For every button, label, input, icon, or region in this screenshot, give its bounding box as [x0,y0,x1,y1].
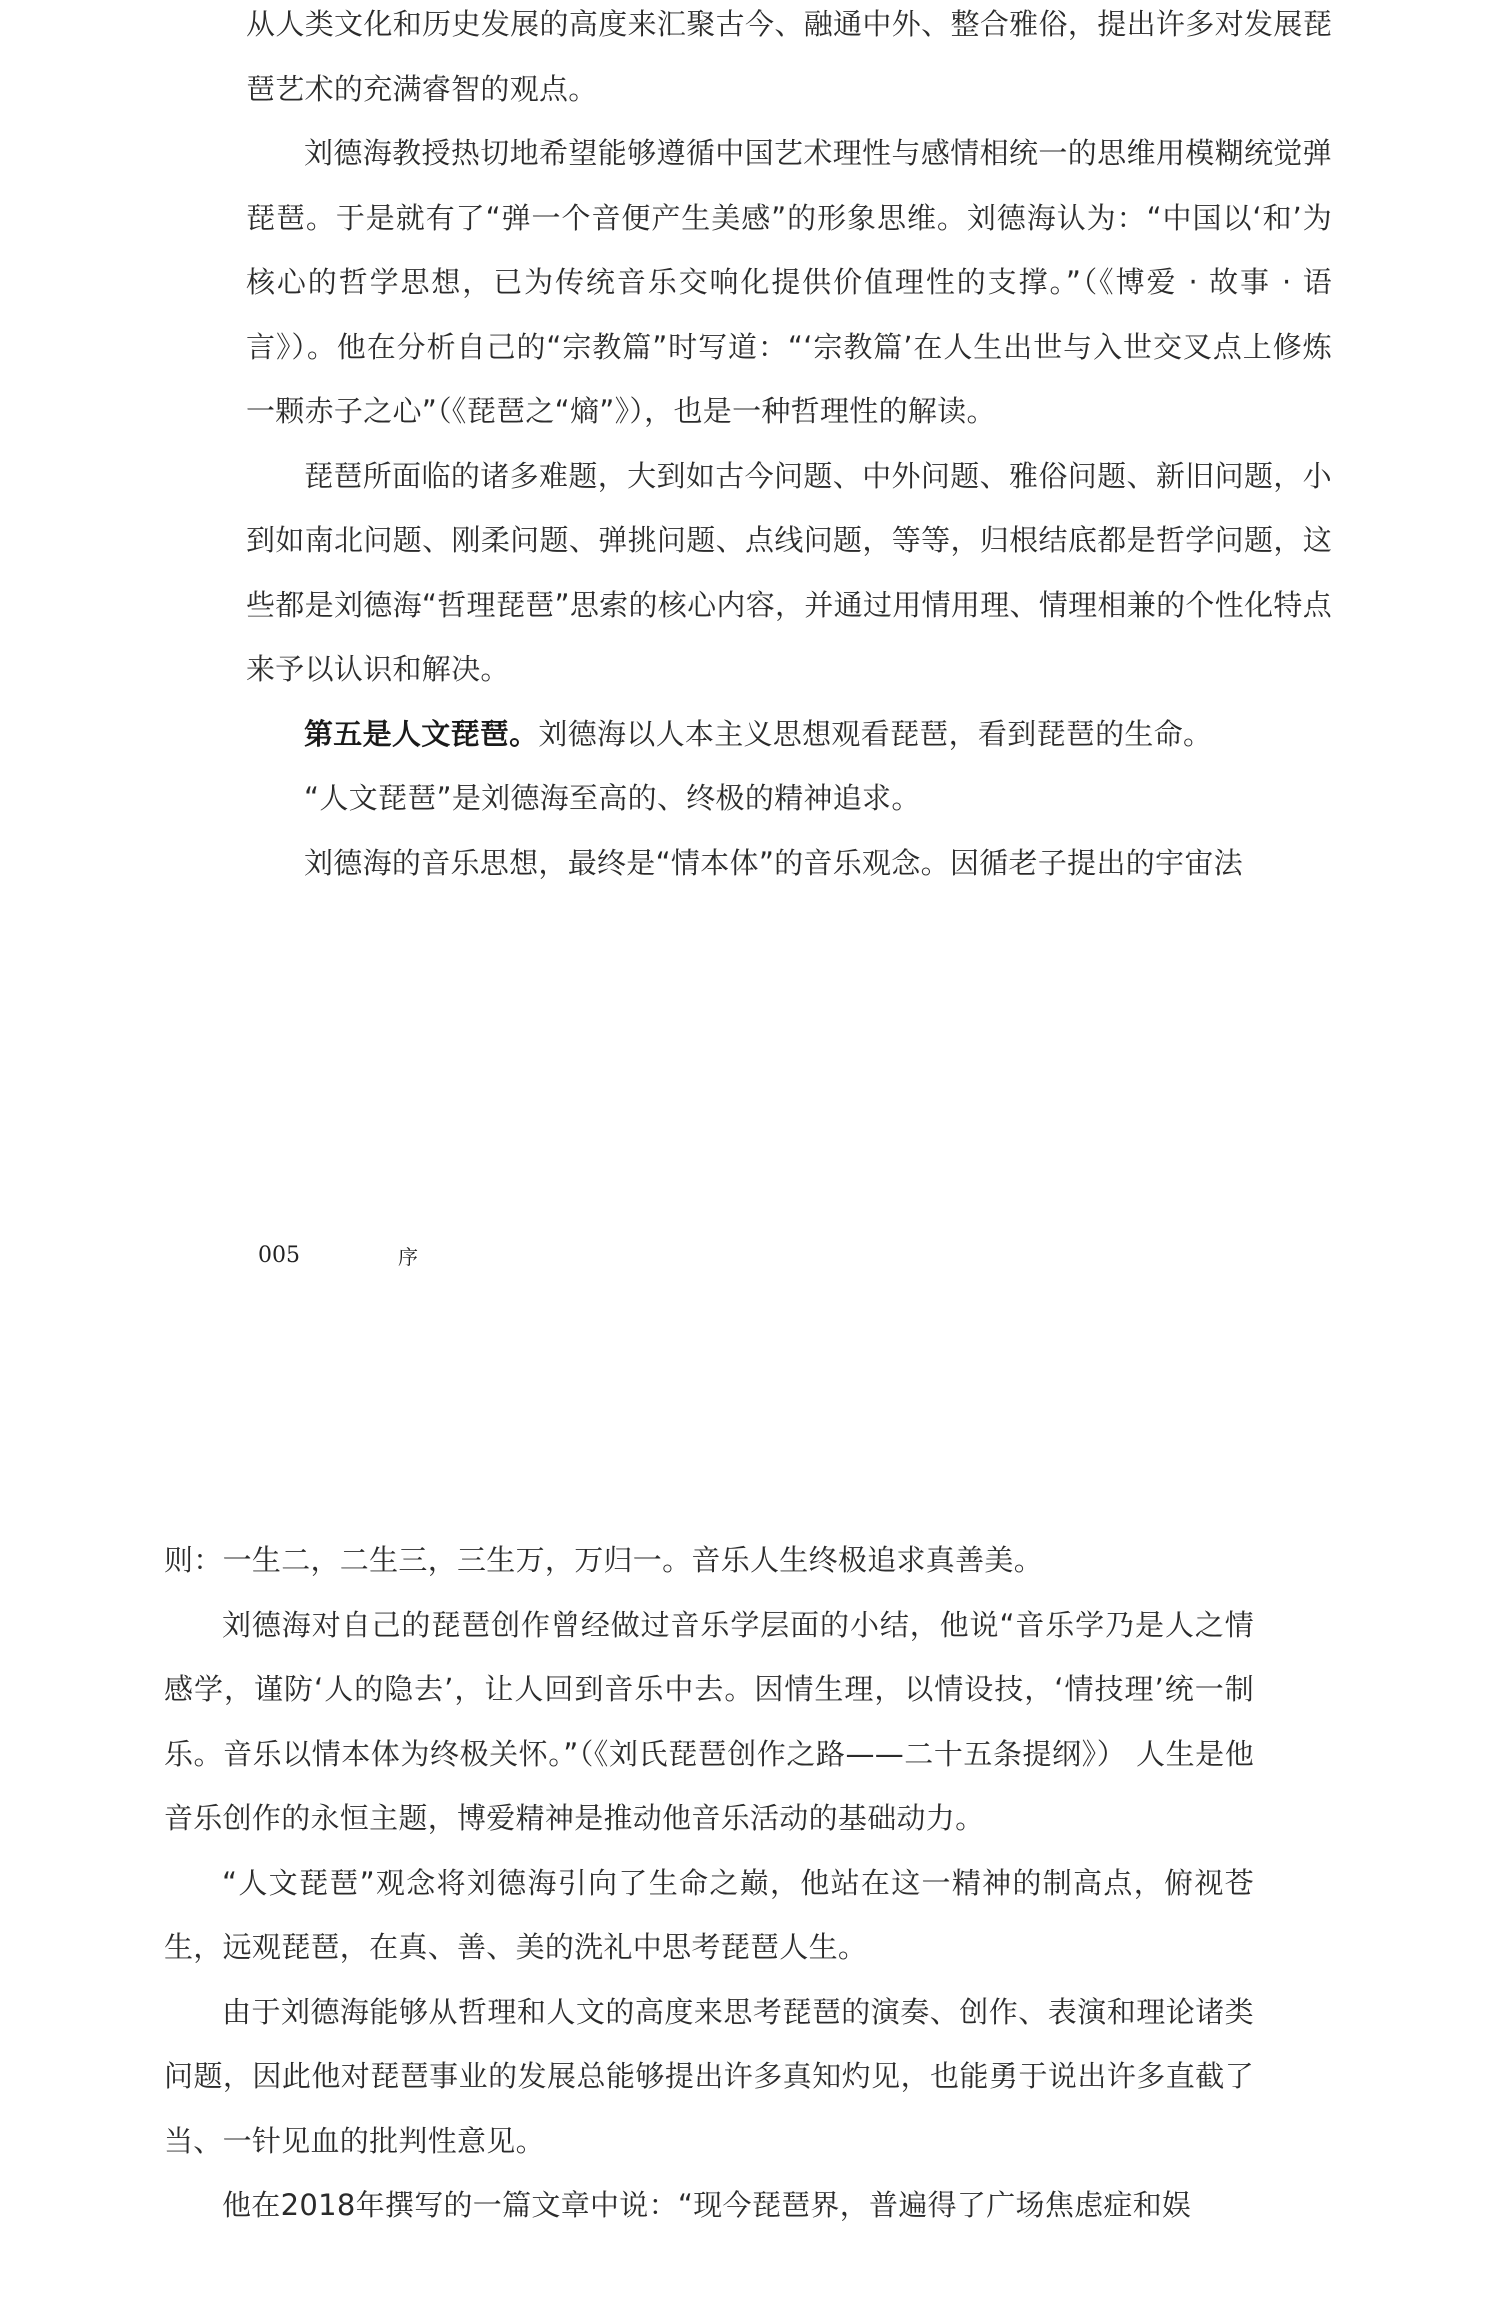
paragraph-with-lead [246,702,1332,767]
page-number: 005 [258,1242,300,1268]
paragraph: 他在2018年撰写的一篇文章中说：“现今琵琶界，普遍得了广场焦虑症和娱 [222,2188,1192,2222]
paragraph: 从人类文化和历史发展的高度来汇聚古今、融通中外、整合雅俗，提出许多对发展琵琶艺术的充满睿智的观点。 [246,7,1332,106]
paragraph: 由于刘德海能够从哲理和人文的高度来思考琵琶的演奏、创作、表演和理论诸类问题，因此他对琵琶事业的发展总能够提出许多真知灼见，也能勇于说出许多直截了当、一针见血的批判性意见。 [164,1994,1254,2158]
paragraph: “人文琵琶”观念将刘德海引向了生命之巅，他站在这一精神的制高点，俯视苍生，远观琵琶，在真、善、美的洗礼中思考琵琶人生。 [164,1865,1254,1964]
page-footer [258,1240,418,1270]
paragraph: 刘德海的音乐思想，最终是“情本体”的音乐观念。因循老子提出的宇宙法 [304,845,1243,880]
paragraph: “人文琵琶”是刘德海至高的、终极的精神追求。 [304,781,921,815]
running-head: 序 [398,1244,418,1269]
paragraph-lead-heading: 第五是人文琵琶。 [304,716,539,751]
lower-page-text [164,1528,1254,2238]
upper-page-text [246,0,1332,895]
paragraph: 则：一生二，二生三，三生万，万归一。音乐人生终极追求真善美。 [164,1543,1044,1577]
paragraph: 刘德海教授热切地希望能够遵循中国艺术理性与感情相统一的思维用模糊统觉弹琵琶。于是就有了“弹一个音便产生美感”的形象思维。刘德海认为：“中国以‘和’为核心的哲学思想，已为传统音乐交响化提供价值理性的支撑。”（《博爱 · 故事 · 语言》）。他在分析自己的“宗教篇”时写道：“‘宗教篇’在人生出世与入世交叉点上修炼一颗赤子之心”（《琵琶之“熵”》），也是一种哲理性的解读。 [246,136,1332,428]
paragraph-body: 刘德海以人本主义思想观看琵琶，看到琵琶的生命。 [538,716,1213,751]
paragraph: 刘德海对自己的琵琶创作曾经做过音乐学层面的小结，他说“音乐学乃是人之情感学，谨防‘人的隐去’，让人回到音乐中去。因情生理，以情设技，‘情技理’统一制乐。音乐以情本体为终极关怀。”（《刘氏琵琶创作之路——二十五条提纲》） 人生是他音乐创作的永恒主题，博爱精神是推动他音乐活动的基础动力。 [164,1607,1254,1835]
paragraph: 琵琶所面临的诸多难题，大到如古今问题、中外问题、雅俗问题、新旧问题，小到如南北问题、刚柔问题、弹挑问题、点线问题，等等，归根结底都是哲学问题，这些都是刘德海“哲理琵琶”思索的核心内容，并通过用情用理、情理相兼的个性化特点来予以认识和解决。 [246,458,1332,686]
